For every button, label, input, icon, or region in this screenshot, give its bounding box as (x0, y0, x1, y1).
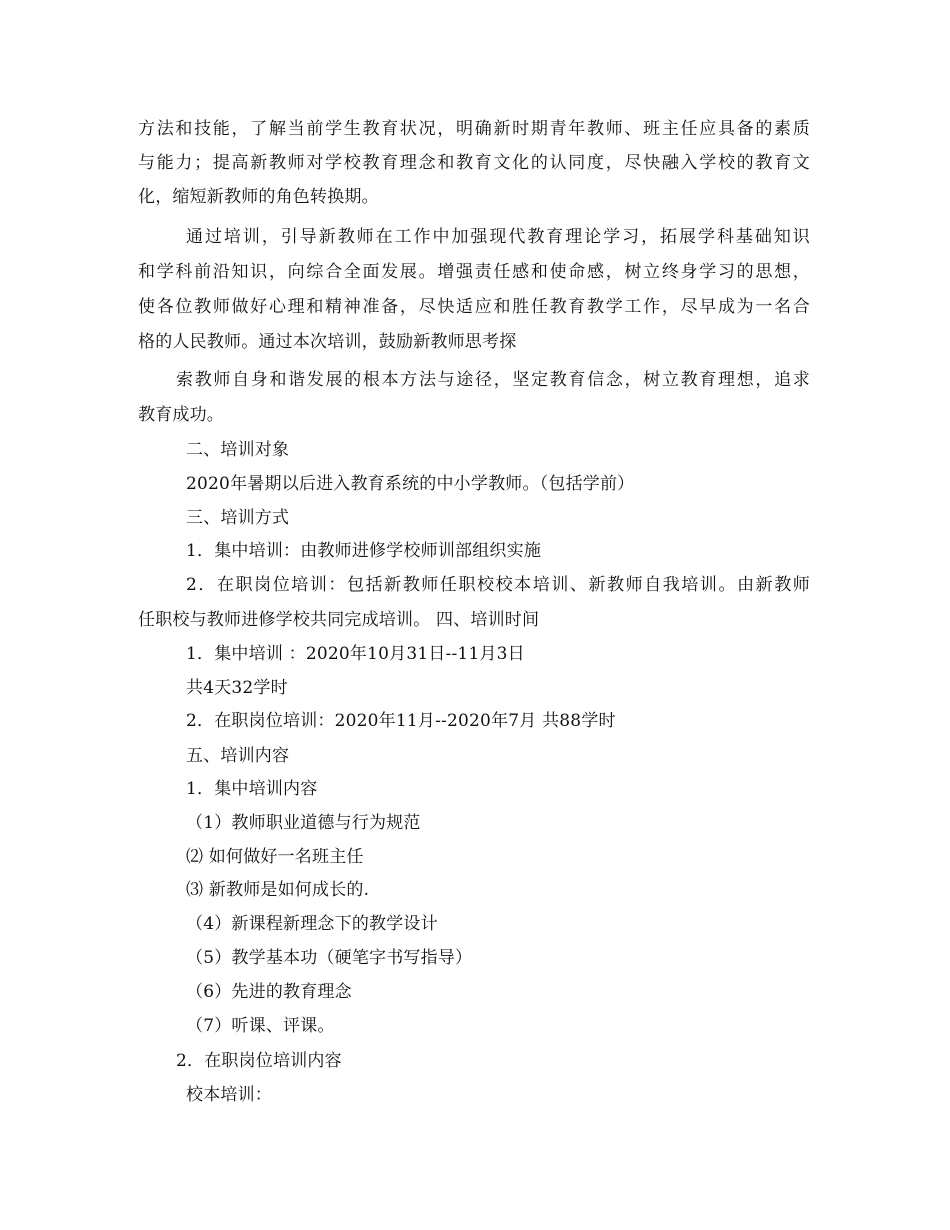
paragraph-line: 方法和技能，了解当前学生教育状况，明确新时期青年教师、班主任应具备的素质 (138, 119, 810, 139)
list-item: 1．集中培训内容 (186, 779, 318, 799)
list-item: （1）教师职业道德与行为规范 (186, 813, 421, 833)
paragraph-line: 和学科前沿知识，向综合全面发展。增强责任感和使命感，树立终身学习的思想， (138, 262, 810, 282)
list-item: 2．在职岗位培训：包括新教师任职校校本培训、新教师自我培训。由新教师 (186, 575, 810, 595)
paragraph-line: 共4天32学时 (186, 678, 288, 698)
list-item: （6）先进的教育理念 (186, 982, 352, 1002)
paragraph-line: 化，缩短新教师的角色转换期。 (138, 187, 379, 207)
list-item: （7）听课、评课。 (186, 1016, 335, 1036)
list-item: ⑵ 如何做好一名班主任 (186, 847, 364, 867)
paragraph-line: 索教师自身和谐发展的根本方法与途径，坚定教育信念，树立教育理想，追求 (176, 370, 810, 390)
section-heading: 三、培训方式 (186, 508, 290, 528)
section-heading: 二、培训对象 (186, 440, 290, 460)
list-item: （5）教学基本功（硬笔字书写指导） (186, 948, 473, 968)
paragraph-line: 使各位教师做好心理和精神准备，尽快适应和胜任教育教学工作，尽早成为一名合 (138, 297, 810, 317)
paragraph-line: 通过培训，引导新教师在工作中加强现代教育理论学习，拓展学科基础知识 (186, 227, 810, 247)
list-item: 1．集中培训：由教师进修学校师训部组织实施 (186, 541, 542, 561)
list-item: （4）新课程新理念下的教学设计 (186, 914, 438, 934)
section-heading: 五、培训内容 (186, 746, 290, 766)
paragraph-line: 校本培训： (186, 1085, 272, 1105)
paragraph-line: 格的人民教师。通过本次培训，鼓励新教师思考探 (138, 332, 517, 352)
paragraph-line: 任职校与教师进修学校共同完成培训。 四、培训时间 (138, 610, 540, 630)
paragraph-line: 教育成功。 (138, 405, 224, 425)
list-item: 2．在职岗位培训内容 (176, 1051, 342, 1071)
list-item: 2．在职岗位培训：2020年11月--2020年7月 共88学时 (186, 711, 616, 731)
paragraph-line: 2020年暑期以后进入教育系统的中小学教师。（包括学前） (186, 474, 635, 494)
list-item: ⑶ 新教师是如何成长的. (186, 880, 370, 900)
paragraph-line: 与能力；提高新教师对学校教育理念和教育文化的认同度，尽快融入学校的教育文 (138, 153, 810, 173)
list-item: 1．集中培训 ：2020年10月31日--11月3日 (186, 644, 525, 664)
